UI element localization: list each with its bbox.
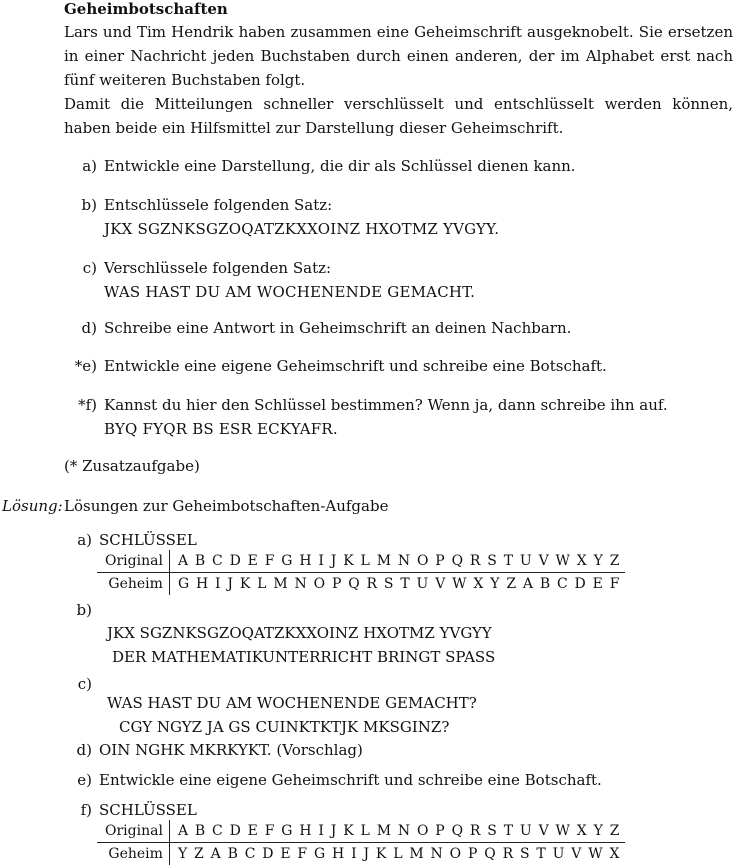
cipher-key-table (97, 550, 625, 595)
solution-item-label: b) (76, 601, 92, 619)
task-label: a) (82, 157, 97, 175)
task-text: Verschlüssele folgenden Satz: (104, 259, 332, 277)
solution-item-label: d) (76, 741, 92, 759)
task-text: Kannst du hier den Schlüssel bestimmen? Wenn ja, dann schreibe ihn auf. (104, 396, 668, 414)
plain-sentence: WAS HAST DU AM WOCHENENDE GEMACHT. (104, 283, 476, 301)
task-label: b) (81, 196, 97, 214)
original-alphabet: A B C D E F G H I J K L M N O P Q R S T U V W X Y Z (169, 820, 624, 843)
cipher-sentence: JKX SGZNKSGZOQATZKXXOINZ HXOTMZ YVGYY. (104, 220, 500, 238)
task-text: Entschlüssele folgenden Satz: (104, 196, 333, 214)
task-label: *e) (74, 357, 97, 375)
cipher-key-table (97, 820, 625, 865)
task-label: d) (81, 319, 97, 337)
row-label-secret: Geheim (97, 843, 169, 866)
page-title: Geheimbotschaften (64, 0, 228, 18)
intro-paragraph: Lars und Tim Hendrik haben zusammen eine Geheimschrift ausgeknobelt. Sie ersetzen in einer Nachricht jeden Buchstaben durch einen anderen, der im Alphabet erst nach fünf weiteren Buchstaben folgt. (64, 23, 733, 89)
task-text: Schreibe eine Antwort in Geheimschrift an deinen Nachbarn. (104, 319, 572, 337)
solution-item-text: SCHLÜSSEL (99, 801, 197, 819)
solution-label: Lösung: (2, 497, 63, 515)
solution-heading: Lösungen zur Geheimbotschaften-Aufgabe (64, 497, 389, 515)
row-label-original: Original (97, 550, 169, 573)
cipher-sentence: BYQ FYQR BS ESR ECKYAFR. (104, 420, 338, 438)
solution-item-label: a) (77, 531, 92, 549)
solution-item-label: f) (80, 801, 92, 819)
intro-paragraph: Damit die Mitteilungen schneller verschlüsselt und entschlüsselt werden können, haben beide ein Hilfsmittel zur Darstellung dieser Geheimschrift. (64, 95, 733, 137)
solution-item-label: e) (77, 771, 92, 789)
extra-task-note: (* Zusatzaufgabe) (64, 457, 200, 475)
solution-item-label: c) (77, 675, 92, 693)
task-text: Entwickle eine eigene Geheimschrift und schreibe eine Botschaft. (104, 357, 607, 375)
row-label-secret: Geheim (97, 573, 169, 596)
task-text: Entwickle eine Darstellung, die dir als Schlüssel dienen kann. (104, 157, 576, 175)
secret-alphabet: G H I J K L M N O P Q R S T U V W X Y Z A B C D E F (177, 576, 621, 592)
task-label: *f) (78, 396, 97, 414)
plain-line: DER MATHEMATIKUNTERRICHT BRINGT SPASS (112, 648, 496, 666)
secret-alphabet: Y Z A B C D E F G H I J K L M N O P Q R S T U V W X (177, 846, 621, 862)
task-label: c) (82, 259, 97, 277)
intro-text (64, 20, 733, 140)
cipher-line: CGY NGYZ JA GS CUINKTKTJK MKSGINZ? (119, 718, 450, 736)
row-label-original: Original (97, 820, 169, 843)
solution-item-text: Entwickle eine eigene Geheimschrift und schreibe eine Botschaft. (99, 771, 602, 789)
original-alphabet: A B C D E F G H I J K L M N O P Q R S T U V W X Y Z (169, 550, 624, 573)
solution-item-text: SCHLÜSSEL (99, 531, 197, 549)
plain-line: WAS HAST DU AM WOCHENENDE GEMACHT? (107, 694, 477, 712)
solution-item-text: OIN NGHK MKRKYKT. (Vorschlag) (99, 741, 363, 759)
cipher-line: JKX SGZNKSGZOQATZKXXOINZ HXOTMZ YVGYY (107, 624, 492, 642)
